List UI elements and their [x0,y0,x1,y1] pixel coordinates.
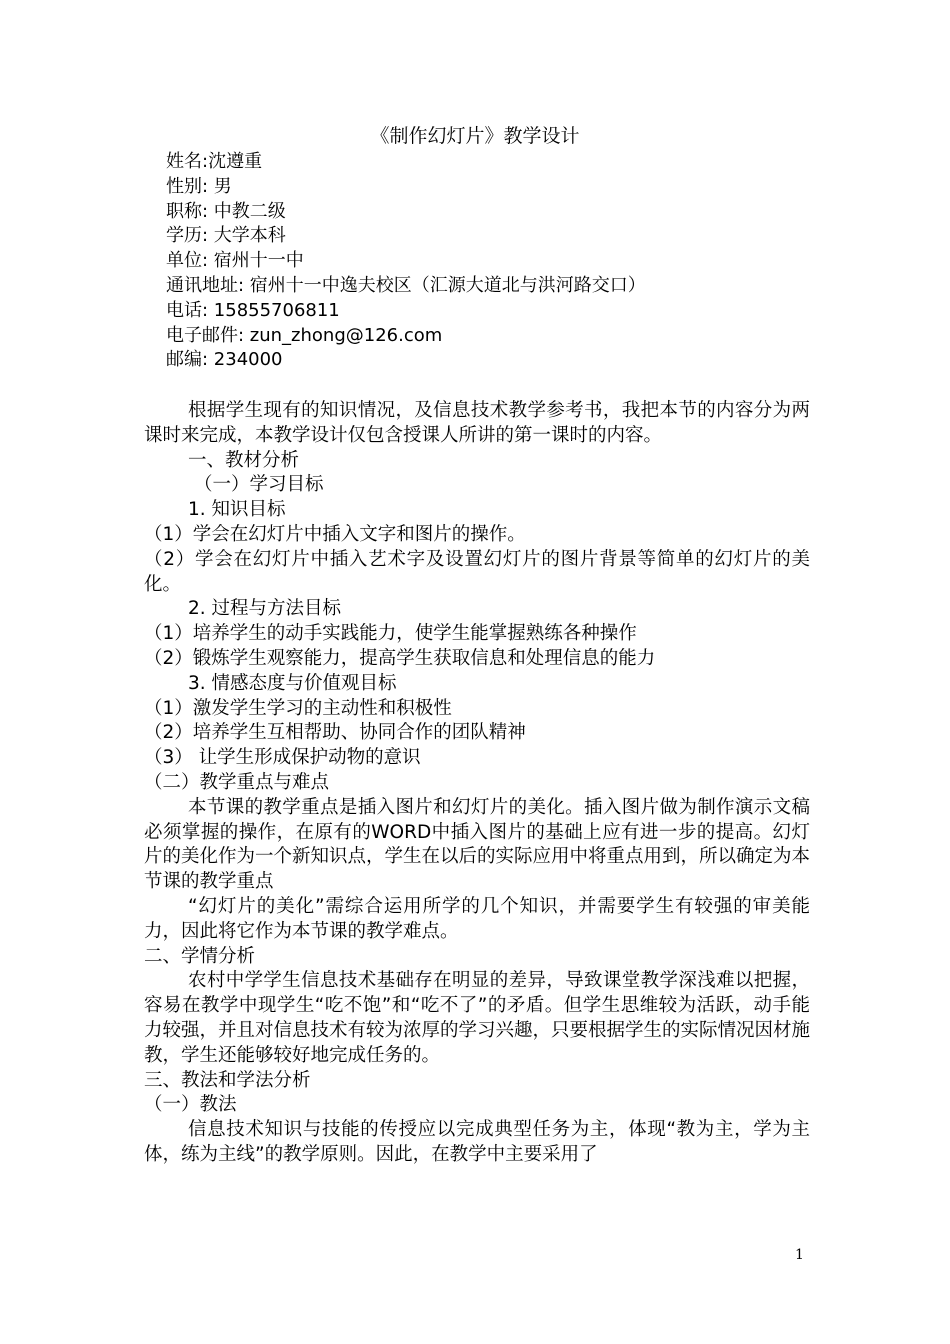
student-analysis-paragraph: 农村中学学生信息技术基础存在明显的差异，导致课堂教学深浅难以把握，容易在教学中现学生“吃不饱”和“吃不了”的矛盾。但学生思维较为活跃，动手能力较强，并且对信息技术有较为浓厚的学习兴趣，只要根据学生的实际情况因材施教，学生还能够较好地完成任务的。 [144,970,811,1066]
key-point-paragraph: 本节课的教学重点是插入图片和幻灯片的美化。插入图片做为制作演示文稿必须掌握的操作，在原有的WORD中插入图片的基础上应有进一步的提高。幻灯片的美化作为一个新知识点，学生在以后的实际应用中将重点用到，所以确定为本节课的教学重点 [144,796,811,893]
knowledge-goal-2: （2）学会在幻灯片中插入艺术字及设置幻灯片的图片背景等简单的幻灯片的美化。 [144,548,810,595]
emotion-goal-3: （3） 让学生形成保护动物的意识 [144,747,421,769]
learning-goals-heading: （一）学习目标 [194,474,324,496]
emotion-goal-1: （1）激发学生学习的主动性和积极性 [144,697,452,719]
info-unit: 单位: 宿州十一中 [166,250,304,272]
process-goal-1: （1）培养学生的动手实践能力，使学生能掌握熟练各种操作 [144,623,637,645]
section-3-heading: 三、教法和学法分析 [144,1069,311,1091]
page-number: 1 [795,1247,804,1263]
info-postcode: 邮编: 234000 [166,349,283,371]
document-body [144,399,810,1168]
process-goal-2: （2）锻炼学生观察能力，提高学生获取信息和处理信息的能力 [144,647,656,669]
emotion-goals-heading: 3. 情感态度与价值观目标 [188,672,397,694]
key-points-heading: （二）教学重点与难点 [144,771,330,793]
emotion-goal-2: （2）培养学生互相帮助、协同合作的团队精神 [144,722,526,744]
intro-paragraph: 根据学生现有的知识情况，及信息技术教学参考书，我把本节的内容分为两课时来完成，本教学设计仅包含授课人所讲的第一课时的内容。 [144,400,810,446]
knowledge-goal-1: （1）学会在幻灯片中插入文字和图片的操作。 [144,523,526,545]
document-title: 《制作幻灯片》教学设计 [370,125,580,147]
process-goals-heading: 2. 过程与方法目标 [188,598,342,620]
info-education: 学历: 大学本科 [166,225,286,247]
teaching-method-paragraph: 信息技术知识与技能的传授应以完成典型任务为主，体现“教为主，学为主体，练为主线”的教学原则。因此，在教学中主要采用了 [144,1119,810,1165]
section-1-heading: 一、教材分析 [188,449,300,471]
knowledge-goals-heading: 1. 知识目标 [188,499,286,521]
info-phone: 电话: 15855706811 [166,299,340,321]
info-name: 姓名:沈遵重 [166,151,263,172]
section-2-heading: 二、学情分析 [144,945,256,967]
difficulty-paragraph: “幻灯片的美化”需综合运用所学的几个知识，并需要学生有较强的审美能力，因此将它作为本节课的教学难点。 [144,895,810,942]
info-title: 职称: 中教二级 [166,200,286,222]
teaching-method-heading: （一）教法 [144,1094,237,1116]
author-info-block [166,150,646,373]
info-email: 电子邮件: zun_zhong@126.com [166,324,443,346]
info-address: 通讯地址: 宿州十一中逸夫校区（汇源大道北与洪河路交口） [166,274,646,296]
info-gender: 性别: 男 [166,175,232,197]
